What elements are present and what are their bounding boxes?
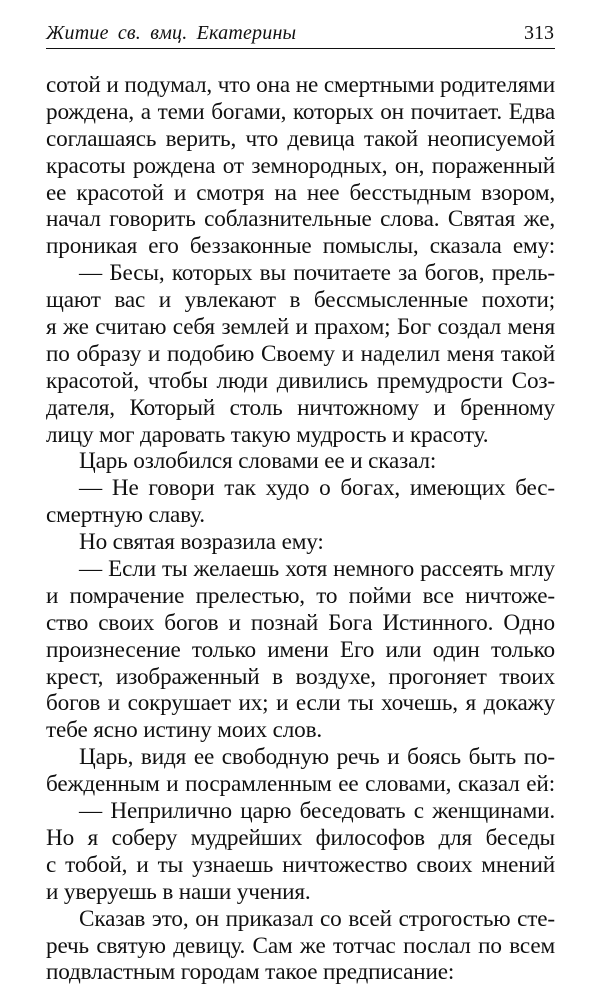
text-line: — Если ты желаешь хотя немного рассеять мглу	[79, 556, 555, 583]
text-line: Царь озлобился словами ее и сказал:	[79, 448, 437, 475]
text-line: и помрачение прелестью, то пойми все ничтоже-	[46, 582, 555, 609]
text-line: — Не говори так худо о богах, имеющих бес-	[79, 475, 555, 502]
text-line: начал говорить соблазнительные слова. Святая же,	[46, 206, 555, 233]
text-line: ее красотой и смотря на нее бесстыдным взором,	[46, 179, 555, 206]
text-line: ство своих богов и познай Бога Истинного. Одно	[46, 609, 555, 636]
text-line: я же считаю себя землей и прахом; Бог создал меня	[46, 314, 555, 341]
text-line: соглашаясь верить, что девица такой неописуемой	[46, 125, 555, 152]
text-line: по образу и подобию Своему и наделил меня такой	[46, 340, 555, 367]
text-line: — Неприлично царю беседовать с женщинами.	[79, 798, 555, 825]
text-line: красотой, чтобы люди дивились премудрости Соз-	[46, 367, 555, 394]
text-line: сотой и подумал, что она не смертными родителями	[46, 72, 555, 98]
text-line: Но святая возразила ему:	[79, 529, 324, 556]
text-line: и уверуешь в наши учения.	[46, 878, 311, 905]
running-head	[46, 20, 555, 49]
text-line: богов и сокрушает их; и если ты хочешь, я докажу	[46, 690, 555, 717]
text-line: лицу мог даровать такую мудрость и красоту.	[46, 421, 489, 448]
text-line: произнесение только имени Его или один только	[46, 636, 555, 663]
text-line: бежденным и посрамленным ее словами, сказал ей:	[46, 771, 555, 798]
text-line: щают вас и увлекают в бессмысленные похоти;	[46, 287, 555, 314]
running-title: Житие св. вмц. Екатерины	[46, 22, 297, 44]
text-line: с тобой, и ты узнаешь ничтожество своих мнений	[46, 851, 555, 878]
body-text	[46, 72, 555, 986]
text-line: крест, изображенный в воздухе, прогоняет твоих	[46, 663, 555, 690]
text-line: тебе ясно истину моих слов.	[46, 717, 323, 744]
text-line: проникая его беззаконные помыслы, сказала ему:	[46, 233, 555, 260]
text-line: подвластным городам такое предписание:	[46, 959, 455, 986]
text-line: Но я соберу мудрейших философов для беседы	[46, 824, 555, 851]
text-line: дателя, Который столь ничтожному и бренному	[46, 394, 555, 421]
text-line: Царь, видя ее свободную речь и боясь быть по-	[79, 744, 555, 771]
text-line: Сказав это, он приказал со всей строгостью сте-	[79, 905, 555, 932]
page-number: 313	[524, 22, 554, 44]
text-line: рождена, а теми богами, которых он почитает. Едва	[46, 98, 555, 125]
text-line: речь святую девицу. Сам же тотчас послал по всем	[46, 932, 555, 959]
text-line: смертную славу.	[46, 502, 205, 529]
text-line: красоты рождена от земнородных, он, пораженный	[46, 152, 555, 179]
text-line: — Бесы, которых вы почитаете за богов, прель-	[79, 260, 555, 287]
